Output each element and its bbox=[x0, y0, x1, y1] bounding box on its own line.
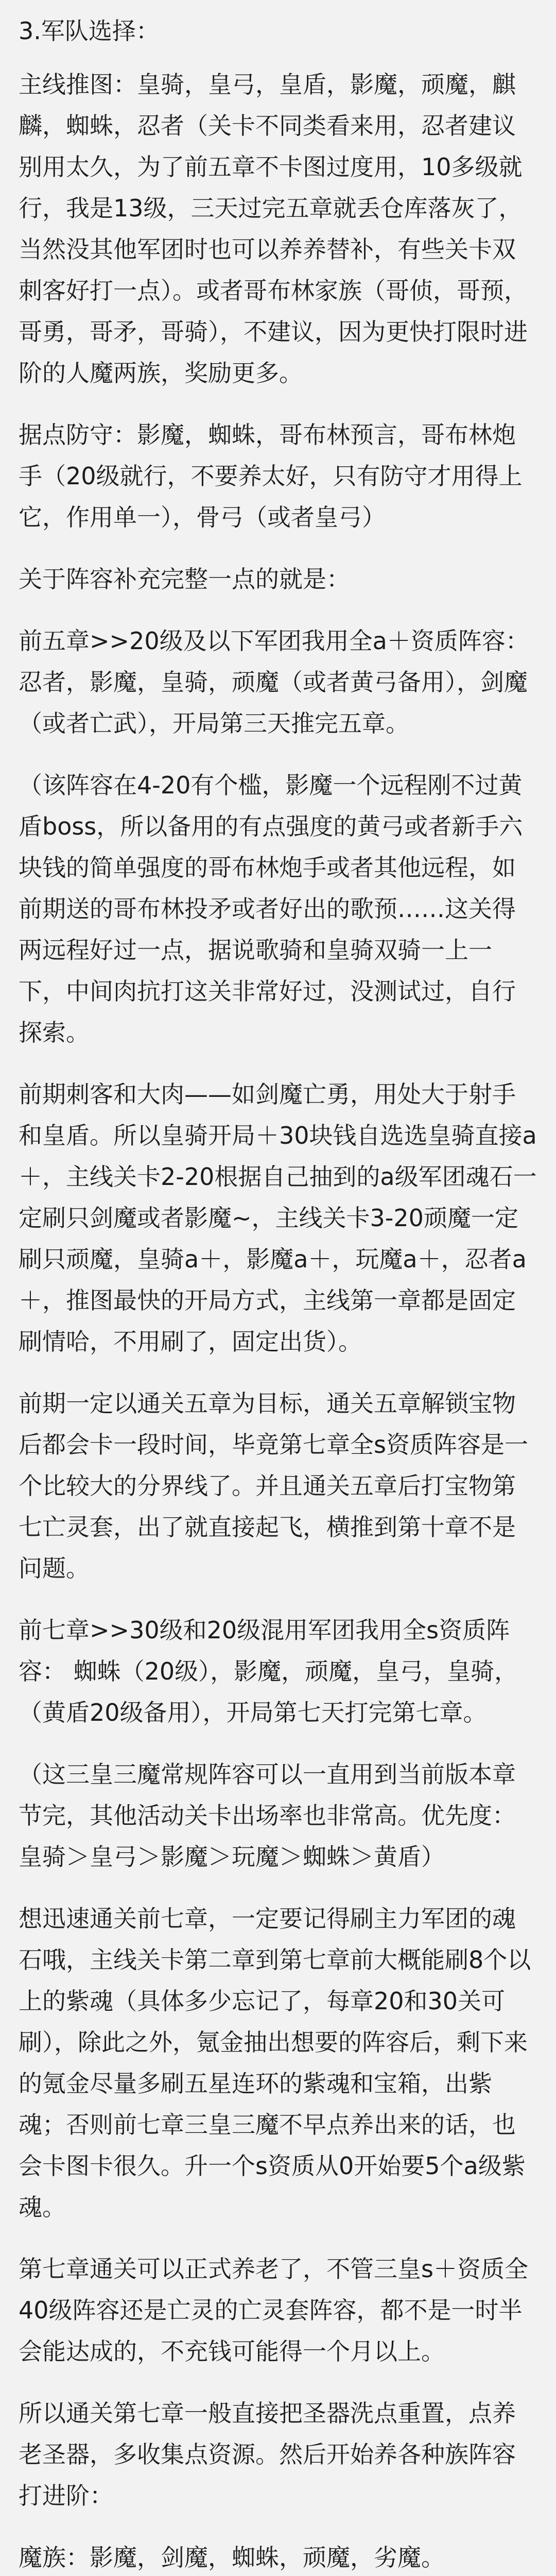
paragraph: 前期一定以通关五章为目标，通关五章解锁宝物后都会卡一段时间，毕竟第七章全s资质阵容是一个比较大的分界线了。并且通关五章后打宝物第七亡灵套，出了就直接起飞，横推到第十章不是问题。 bbox=[19, 1389, 528, 1582]
paragraph: 前期刺客和大肉——如剑魔亡勇，用处大于射手和皇盾。所以皇骑开局＋30块钱自选选皇骑直接a＋，主线关卡2-20根据自己抽到的a级军团魂石一定刷只剑魔或者影魔~，主线关卡3-20顽魔一定刷只顽魔，皇骑a＋，影魔a＋，玩魔a＋，忍者a＋，推图最快的开局方式，主线第一章都是固定刷情哈，不用刷了，固定出货）。 bbox=[19, 1080, 537, 1355]
paragraph: 魔族：影魔，剑魔，蜘蛛，顽魔，劣魔。 bbox=[19, 2544, 445, 2571]
paragraph: 想迅速通关前七章，一定要记得刷主力军团的魂石哦，主线关卡第二章到第七章前大概能刷8个以上的紫魂（具体多少忘记了，每章20和30关可刷），除此之外，氪金抽出想要的阵容后，剩下来的氪金尽量多刷五星连环的紫魂和宝箱，出紫魂；否则前七章三皇三魔不早点养出来的话，也会卡图卡很久。升一个s资质从0开始要5个a级紫魂。 bbox=[19, 1905, 531, 2221]
paragraph: （这三皇三魔常规阵容可以一直用到当前版本章节完，其他活动关卡出场率也非常高。优先度：皇骑＞皇弓＞影魔＞玩魔＞蜘蛛＞黄盾） bbox=[19, 1760, 516, 1871]
paragraph: 主线推图：皇骑，皇弓，皇盾，影魔，顽魔，麒麟，蜘蛛，忍者（关卡不同类看来用，忍者建议别用太久，为了前五章不卡图过度用，10多级就行，我是13级，三天过完五章就丢仓库落灰了，当然没其他军团时也可以养养替补，有些关卡双刺客好打一点）。或者哥布林家族（哥侦，哥预，哥勇，哥矛，哥骑），不建议，因为更快打限时进阶的人魔两族，奖励更多。 bbox=[19, 71, 528, 387]
paragraph: 关于阵容补充完整一点的就是： bbox=[19, 565, 350, 593]
paragraph: 前五章>>20级及以下军团我用全a＋资质阵容： 忍者，影魔，皇骑，顽魔（或者黄弓备用），剑魔（或者亡武），开局第三天推完五章。 bbox=[19, 627, 537, 737]
paragraph: 所以通关第七章一般直接把圣器洗点重置，点养老圣器，多收集点资源。然后开始养各种族阵容打进阶： bbox=[19, 2399, 516, 2510]
paragraph: 据点防守：影魔，蜘蛛，哥布林预言，哥布林炮手（20级就行，不要养太好，只有防守才用得上它，作用单一），骨弓（或者皇弓） bbox=[19, 421, 523, 531]
article-body bbox=[19, 64, 537, 2576]
paragraph: （该阵容在4-20有个槛，影魔一个远程刚不过黄盾boss，所以备用的有点强度的黄弓或者新手六块钱的简单强度的哥布林炮手或者其他远程，如前期送的哥布林投矛或者好出的歌预……这关得两远程好过一点，据说歌骑和皇骑双骑一上一下，中间肉抗打这关非常好过，没测试过，自行探索。 bbox=[19, 771, 523, 1046]
paragraph: 第七章通关可以正式养老了，不管三皇s＋资质全40级阵容还是亡灵的亡灵套阵容，都不是一时半会能达成的，不充钱可能得一个月以上。 bbox=[19, 2255, 528, 2365]
paragraph: 前七章>>30级和20级混用军团我用全s资质阵容： 蜘蛛（20级），影魔，顽魔，皇弓，皇骑，（黄盾20级备用），开局第七天打完第七章。 bbox=[19, 1616, 518, 1726]
section-heading: 3.军队选择： bbox=[19, 17, 160, 45]
